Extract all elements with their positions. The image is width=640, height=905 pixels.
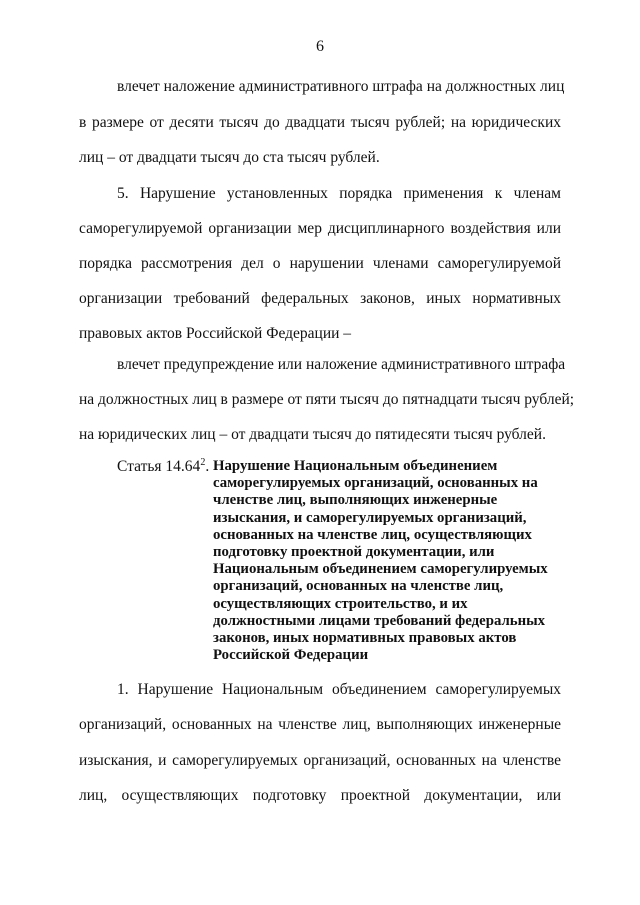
paragraph-line: организации требований федеральных законов, иных нормативных (79, 290, 561, 307)
paragraph-line: саморегулируемой организации мер дисциплинарного воздействия или (79, 220, 561, 237)
article-label (117, 458, 209, 476)
paragraph-line: правовых актов Российской Федерации – (79, 325, 352, 342)
article-title-line: организаций, основанных на членстве лиц, (213, 578, 504, 595)
paragraph-line: на юридических лиц – от двадцати тысяч до пятидесяти тысяч рублей. (79, 426, 546, 443)
article-title-line: основанных на членстве лиц, осуществляющих (213, 526, 532, 543)
paragraph-line: 1. Нарушение Национальным объединением саморегулируемых (117, 681, 561, 698)
article-title-line: Национальным объединением саморегулируемых (213, 561, 548, 578)
paragraph-line: лиц, осуществляющих подготовку проектной документации, или (79, 787, 561, 804)
article-number-superscript: 2 (200, 456, 206, 468)
paragraph-line: на должностных лиц в размере от пяти тысяч до пятнадцати тысяч рублей; (79, 391, 575, 408)
article-title-line: законов, иных нормативных правовых актов (213, 630, 517, 647)
article-number: Статья 14.64 (117, 458, 201, 475)
article-title-line: Нарушение Национальным объединением (213, 458, 498, 474)
paragraph-line: влечет наложение административного штрафа на должностных лиц (117, 78, 565, 95)
article-title-line: осуществляющих строительство, и их (213, 595, 468, 612)
paragraph-line: организаций, основанных на членстве лиц, выполняющих инженерные (79, 716, 561, 733)
article-title-line: членстве лиц, выполняющих инженерные (213, 492, 498, 509)
article-title-line: подготовку проектной документации, или (213, 544, 495, 561)
paragraph-line: изыскания, и саморегулируемых организаций, основанных на членстве (79, 752, 561, 769)
article-title-line: изыскания, и саморегулируемых организаций, (213, 509, 527, 526)
paragraph-line: влечет предупреждение или наложение административного штрафа (117, 356, 566, 373)
paragraph-line: 5. Нарушение установленных порядка применения к членам (117, 185, 561, 202)
article-label-suffix: . (205, 458, 210, 475)
article-title-line: саморегулируемых организаций, основанных на (213, 475, 538, 492)
paragraph-line: в размере от десяти тысяч до двадцати тысяч рублей; на юридических (79, 114, 561, 131)
article-title (213, 458, 563, 664)
paragraph-line: порядка рассмотрения дел о нарушении членами саморегулируемой (79, 255, 561, 272)
page-number: 6 (316, 38, 324, 55)
article-title-line: должностными лицами требований федеральных (213, 612, 546, 629)
article-title-line: Российской Федерации (213, 647, 369, 664)
paragraph-line: лиц – от двадцати тысяч до ста тысяч рублей. (79, 149, 380, 166)
